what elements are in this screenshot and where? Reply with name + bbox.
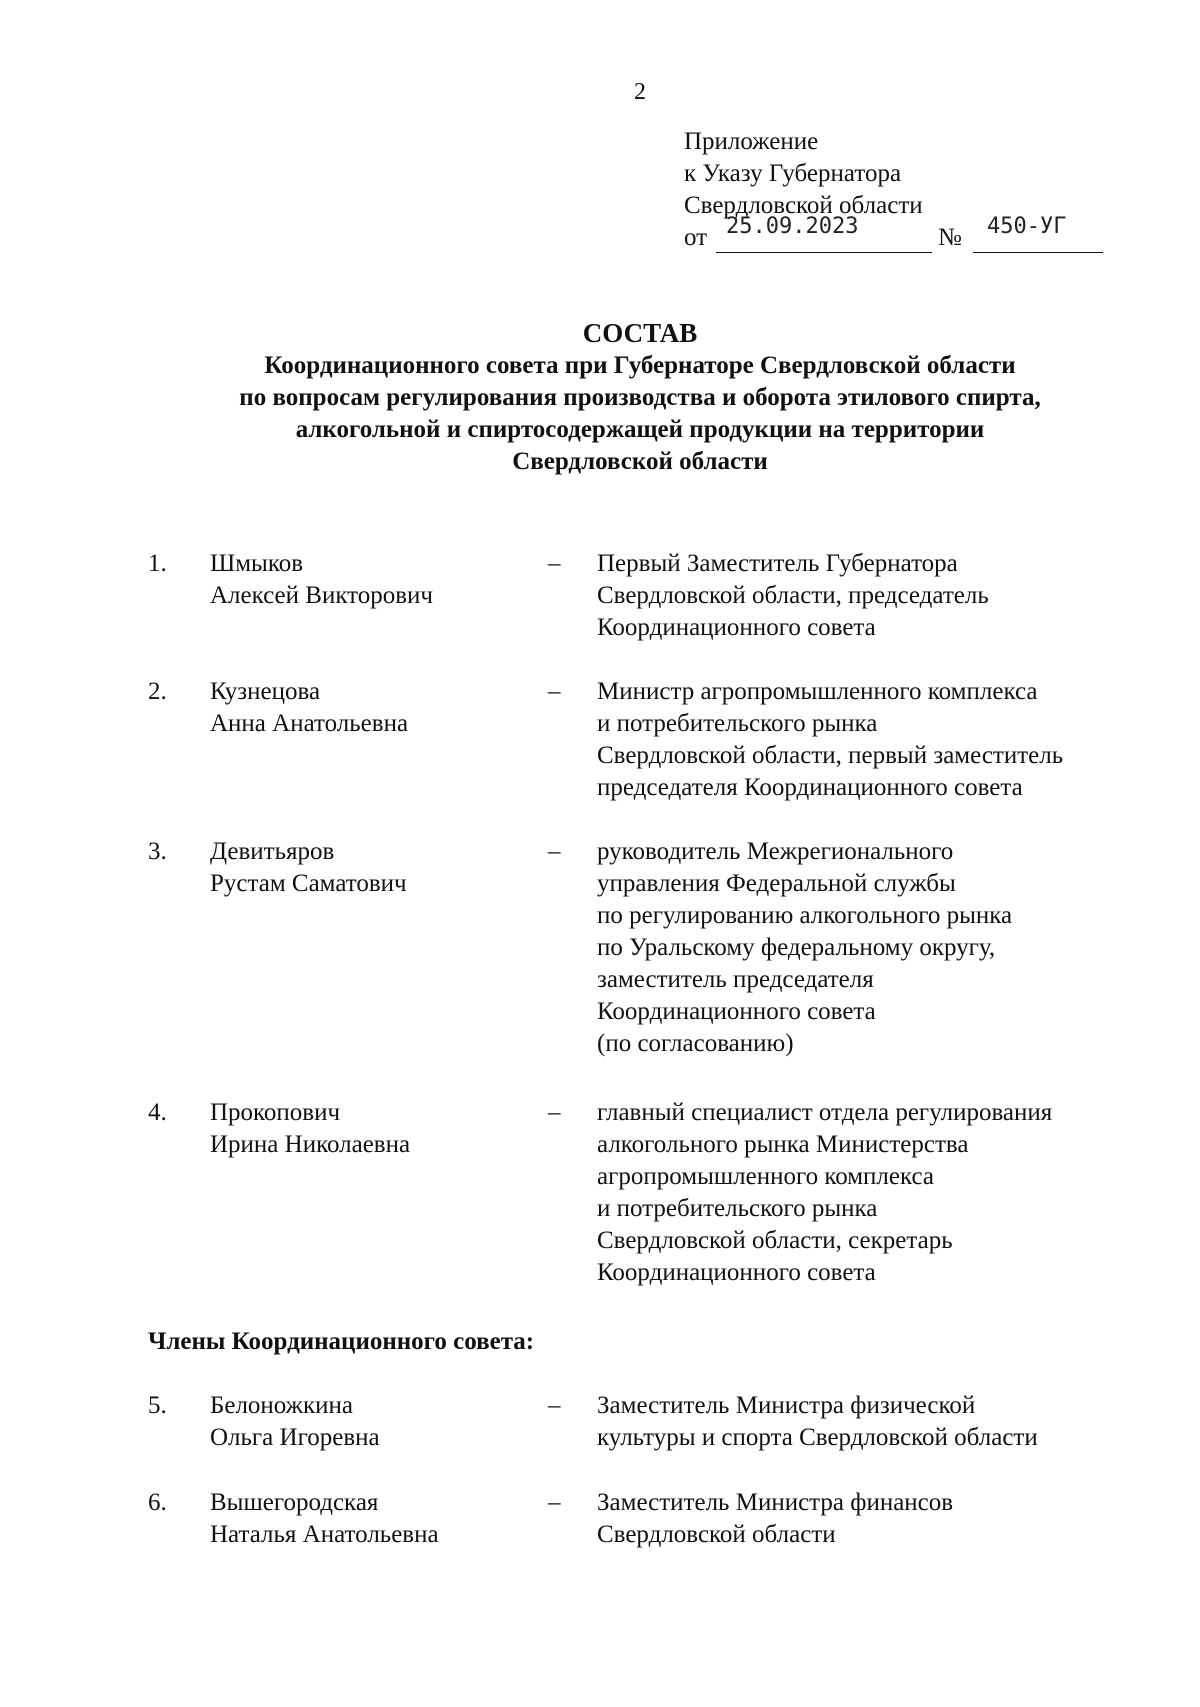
position-line: культуры и спорта Свердловской области [597,1424,1038,1451]
entry-position [597,1097,1157,1289]
position-line: по Уральскому федеральному округу, [597,934,996,961]
entry-position [597,676,1157,804]
position-line: Координационного совета [597,1259,876,1286]
position-line: Заместитель Министра физической [597,1392,976,1419]
position-line: председателя Координационного совета [597,774,1023,801]
entry-dash: – [548,550,561,577]
title-line-2: по вопросам регулирования производства и оборота этилового спирта, [239,384,1041,411]
entry-position [597,836,1157,1060]
entry-dash: – [548,1489,561,1516]
position-line: Заместитель Министра финансов [597,1489,954,1516]
title-line-1: Координационного совета при Губернаторе Свердловской области [264,352,1016,379]
entry-given-names: Анна Анатольевна [210,710,409,737]
entry-name [210,1390,530,1454]
position-line: заместитель председателя [597,966,874,993]
members-heading: Члены Координационного совета: [148,1328,535,1355]
entry-name [210,676,530,740]
title-line-4: Свердловской области [512,448,768,475]
entry-surname: Девитьяров [210,838,335,865]
entry-given-names: Наталья Анатольевна [210,1521,439,1548]
entry-surname: Кузнецова [210,678,321,705]
entry-surname: Белоножкина [210,1392,353,1419]
entry-given-names: Ольга Игоревна [210,1424,380,1451]
position-line: по регулированию алкогольного рынка [597,902,1013,929]
position-line: Министр агропромышленного комплекса [597,678,1038,705]
position-line: Первый Заместитель Губернатора [597,550,958,577]
entry-number: 6. [148,1489,167,1516]
entry-given-names: Ирина Николаевна [210,1131,411,1158]
position-line: главный специалист отдела регулирования [597,1099,1053,1126]
entry-number: 4. [148,1099,167,1126]
entry-number: 1. [148,550,167,577]
entry-dash: – [548,1392,561,1419]
entry-given-names: Алексей Викторович [210,582,433,609]
entry-surname: Шмыков [210,550,304,577]
position-line: (по согласованию) [597,1030,794,1057]
decree-date-field [716,214,932,253]
entry-number: 2. [148,678,167,705]
date-prefix: от [684,224,708,251]
appendix-line-3: Свердловской области [684,192,923,219]
title-main: СОСТАВ [582,318,698,348]
appendix-header [684,126,1067,254]
entry-position [597,1487,1157,1551]
entry-name [210,1487,530,1551]
document-title [140,316,1140,478]
entry-name [210,836,530,900]
entry-position [597,548,1157,644]
entry-name [210,1097,530,1161]
number-prefix: № [938,224,962,251]
entry-given-names: Рустам Саматович [210,870,407,897]
appendix-line-1: Приложение [684,128,819,155]
entry-name [210,548,530,612]
position-line: Координационного совета [597,614,876,641]
decree-reference [684,214,1067,254]
decree-date: 25.09.2023 [726,214,859,239]
entry-position [597,1390,1157,1454]
appendix-line-2: к Указу Губернатора [684,160,902,187]
position-line: Координационного совета [597,998,876,1025]
page-number: 2 [634,79,646,105]
position-line: руководитель Межрегионального [597,838,954,865]
entry-dash: – [548,838,561,865]
position-line: агропромышленного комплекса [597,1163,935,1190]
position-line: и потребительского рынка [597,1195,878,1222]
entry-dash: – [548,678,561,705]
position-line: и потребительского рынка [597,710,878,737]
decree-number-field [973,214,1103,253]
entry-dash: – [548,1099,561,1126]
decree-number: 450-УГ [987,214,1067,239]
entry-number: 3. [148,838,167,865]
title-line-3: алкогольной и спиртосодержащей продукции на территории [295,416,985,443]
position-line: Свердловской области, первый заместитель [597,742,1064,769]
entry-surname: Прокопович [210,1099,341,1126]
position-line: Свердловской области, председатель [597,582,989,609]
position-line: управления Федеральной службы [597,870,956,897]
entry-surname: Вышегородская [210,1489,379,1516]
entry-number: 5. [148,1392,167,1419]
position-line: Свердловской области, секретарь [597,1227,953,1254]
position-line: алкогольного рынка Министерства [597,1131,969,1158]
position-line: Свердловской области [597,1521,836,1548]
